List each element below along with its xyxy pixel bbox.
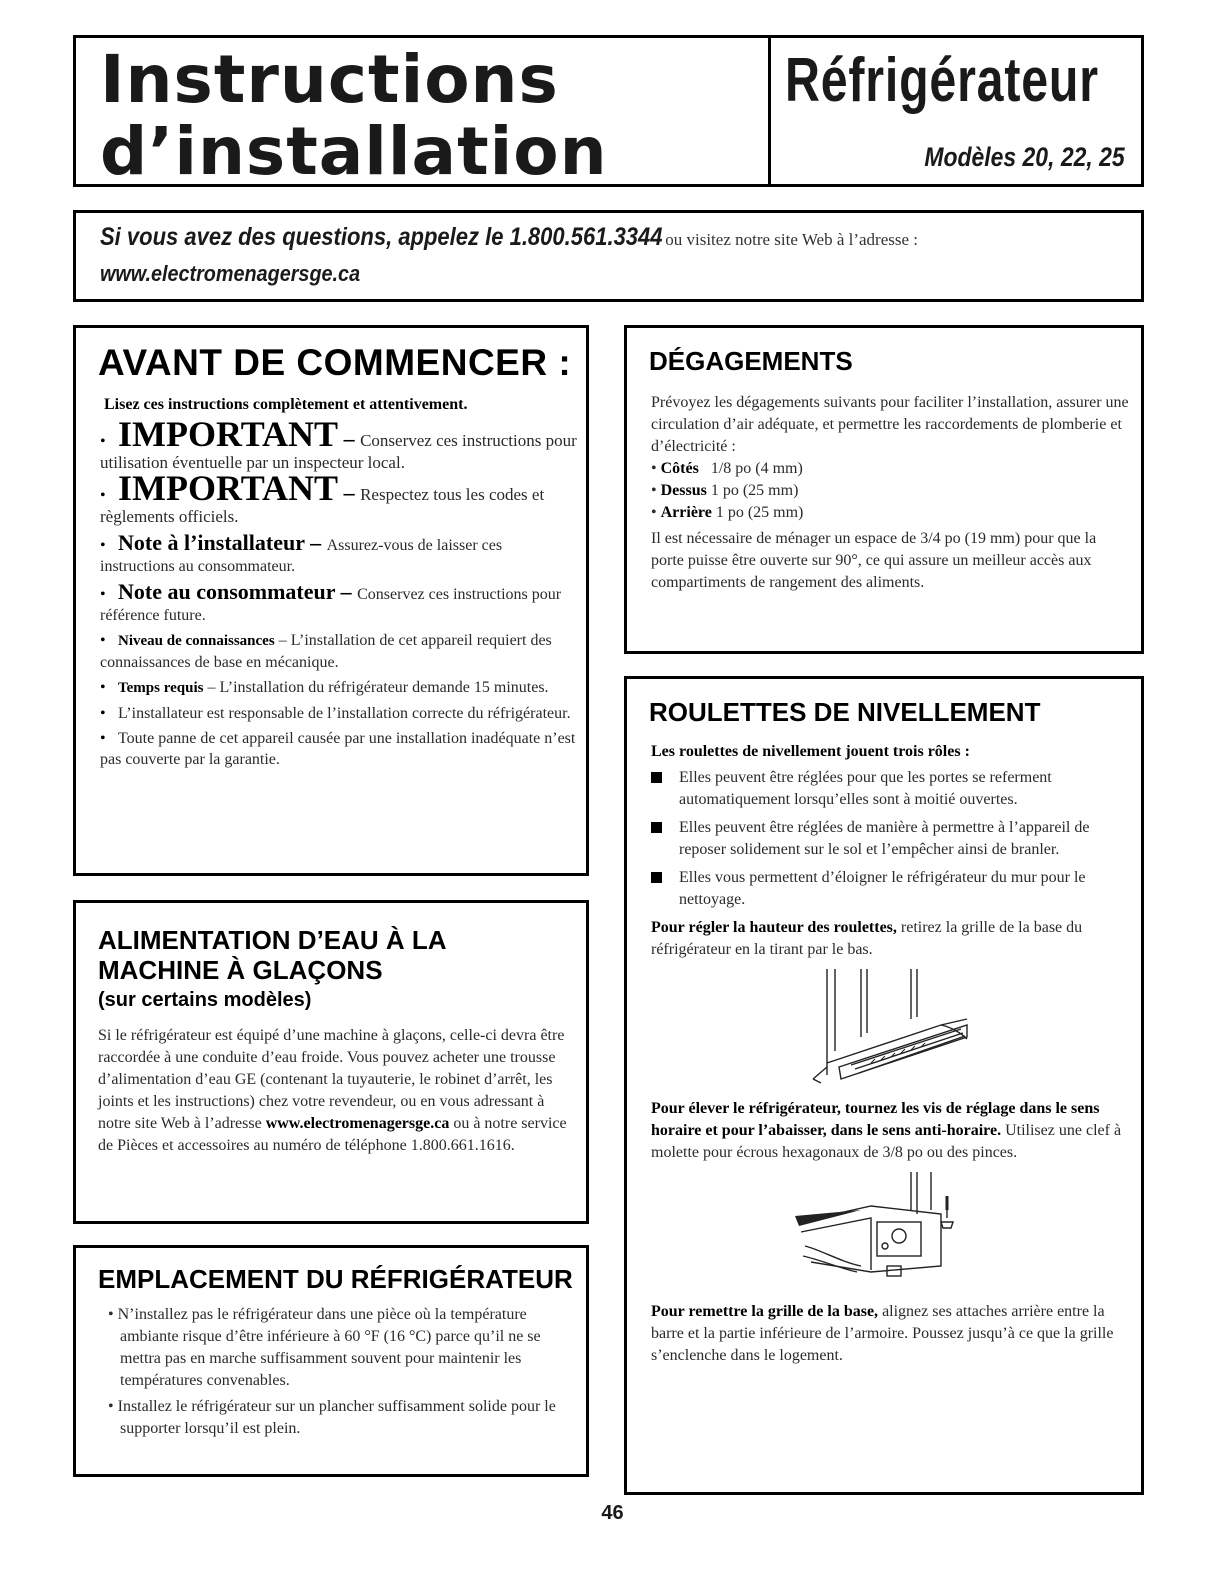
item-text: Toute panne de cet appareil causée par une installation inadéquate n’est pas couverte par la garantie. xyxy=(100,730,576,768)
adjust-text xyxy=(651,917,1131,961)
square-bullet-icon xyxy=(651,872,662,883)
section-title: AVANT DE COMMENCER : xyxy=(98,342,572,383)
item-head: IMPORTANT xyxy=(118,468,339,508)
lead-text xyxy=(651,741,1131,763)
leveling-screw-illustration xyxy=(791,1170,981,1295)
item-head: IMPORTANT xyxy=(118,414,339,454)
adjust-bold: Pour régler la hauteur des roulettes, xyxy=(651,919,897,936)
section-body xyxy=(651,741,1131,1367)
role-item xyxy=(651,817,1131,861)
item-text: L’installateur est responsable de l’installation correcte du réfrigérateur. xyxy=(118,705,571,722)
intro-text: Prévoyez les dégagements suivants pour faciliter l’installation, assurer une circulation d’air adéquate, et permettre les raccordements de plomberie et d’électricité : xyxy=(651,394,1129,455)
role-item xyxy=(651,867,1131,911)
clearance-value: 1/8 po (4 mm) xyxy=(710,460,803,477)
water-supply-section xyxy=(73,900,589,1224)
main-title xyxy=(100,41,608,190)
list-item: • Note à l’installateur – Assurez-vous de laisser ces instructions au consommateur. xyxy=(100,530,503,575)
clearance-value: 1 po (25 mm) xyxy=(715,504,804,521)
list-item: • Niveau de connaissances – L’installation de cet appareil requiert des connaissances de base en mécanique. xyxy=(100,632,552,671)
replace-bold: Pour remettre la grille de la base, xyxy=(651,1303,879,1320)
title-line-2: MACHINE À GLAÇONS xyxy=(98,955,383,985)
leveling-rollers-section xyxy=(624,676,1144,1495)
item-head: Note au consommateur xyxy=(118,579,336,604)
square-bullet-icon xyxy=(651,822,662,833)
item-text: Assurez-vous de laisser ces instructions au consommateur. xyxy=(100,537,503,575)
section-title xyxy=(98,925,447,985)
contact-rest: ou visitez notre site Web à l’adresse : xyxy=(665,230,919,249)
clearance-item: • Dessus 1 po (25 mm) xyxy=(651,482,799,499)
section-subtitle: Lisez ces instructions complètement et attentivement. xyxy=(104,396,468,413)
section-title: DÉGAGEMENTS xyxy=(649,346,853,376)
item-sep: – xyxy=(203,679,220,696)
header-title-box xyxy=(73,35,771,190)
before-you-begin-section xyxy=(73,325,589,876)
list-item: • L’installateur est responsable de l’installation correcte du réfrigérateur. xyxy=(100,705,571,722)
item-sep: – xyxy=(304,530,327,555)
item-head: Temps requis xyxy=(118,680,204,696)
item-text: Conservez ces instructions pour référence future. xyxy=(100,586,562,624)
section-body xyxy=(98,1304,578,1440)
list-item: • Temps requis – L’installation du réfrigérateur demande 15 minutes. xyxy=(100,679,549,696)
section-subtitle: (sur certains modèles) xyxy=(98,989,312,1011)
role-text: Elles peuvent être réglées de manière à permettre à l’appareil de reposer solidement sur le sol et l’empêcher ainsi de branler. xyxy=(679,819,1090,858)
models-label: Modèles 20, 22, 25 xyxy=(924,142,1125,172)
item-head: Note à l’installateur xyxy=(118,530,305,555)
clearance-label: Dessus xyxy=(660,482,707,499)
clearance-label: Arrière xyxy=(660,504,712,521)
clearance-value: 1 po (25 mm) xyxy=(710,482,799,499)
raise-rest: Utilisez une clef à molette pour écrous hexagonaux de 3/8 po ou des pinces. xyxy=(651,1122,1122,1161)
list-item: • Installez le réfrigérateur sur un plancher suffisamment solide pour le supporter lorsqu’il est plein. xyxy=(108,1398,556,1437)
role-item xyxy=(651,767,1131,811)
section-title: EMPLACEMENT DU RÉFRIGÉRATEUR xyxy=(98,1264,573,1294)
title-line-1: ALIMENTATION D’EAU À LA xyxy=(98,925,447,955)
item-sep: – xyxy=(274,632,291,649)
clearance-item: • Arrière 1 po (25 mm) xyxy=(651,504,804,521)
raise-text xyxy=(651,1098,1131,1164)
list-item: • Note au consommateur – Conservez ces instructions pour référence future. xyxy=(100,579,562,624)
clearances-section xyxy=(624,325,1144,654)
lead-bold: Les roulettes de nivellement jouent trois rôles : xyxy=(651,743,970,760)
item-text: Installez le réfrigérateur sur un plancher suffisamment solide pour le supporter lorsqu’il est plein. xyxy=(117,1398,556,1437)
item-text: Conservez ces instructions pour utilisation éventuelle par un inspecteur local. xyxy=(100,431,577,472)
item-text: L’installation du réfrigérateur demande 15 minutes. xyxy=(219,679,549,696)
header-product-box xyxy=(768,35,1144,187)
item-text: L’installation de cet appareil requiert des connaissances de base en mécanique. xyxy=(100,632,552,671)
contact-question: Si vous avez des questions, appelez le 1.800.561.3344 xyxy=(100,223,663,251)
section-title: ROULETTES DE NIVELLEMENT xyxy=(649,697,1041,727)
contact-line xyxy=(100,223,918,252)
contact-box xyxy=(73,210,1144,302)
page-number: 46 xyxy=(601,1502,624,1524)
section-body xyxy=(98,1025,578,1157)
important-list xyxy=(100,414,580,774)
body-text: Si le réfrigérateur est équipé d’une machine à glaçons, celle-ci devra être raccordée à une conduite d’eau froide. Vous pouvez acheter une trousse d’alimentation d’eau GE (contenant la tuyauterie, le robinet d’arrêt, les joints et les instructions) chez votre revendeur, ou en vous adressant à notre site Web à l’adresse xyxy=(98,1027,565,1132)
website-link[interactable]: www.electromenagersge.ca xyxy=(265,1115,450,1132)
list-item: • IMPORTANT – Respectez tous les codes et règlements officiels. xyxy=(100,468,545,526)
title-line-2: d’installation xyxy=(100,113,608,190)
product-title: Réfrigérateur xyxy=(785,46,1099,115)
note-text: Il est nécessaire de ménager un espace de 3/4 po (19 mm) pour que la porte puisse être ouverte sur 90°, ce qui assure un meilleur accès aux compartiments de rangement des aliments. xyxy=(651,530,1097,591)
list-item: • IMPORTANT – Conservez ces instructions pour utilisation éventuelle par un inspecteur local. xyxy=(100,414,577,472)
replace-rest: alignez ses attaches arrière entre la barre et la partie inférieure de l’armoire. Poussez jusqu’à ce que la grille s’enclenche dans le logement. xyxy=(651,1303,1114,1364)
item-sep: – xyxy=(335,579,358,604)
body-text-2: ou à notre service de Pièces et accessoires au numéro de téléphone 1.800.661.1616. xyxy=(98,1115,567,1154)
clearance-label: Côtés xyxy=(660,460,699,477)
item-text: Respectez tous les codes et règlements officiels. xyxy=(100,485,545,526)
location-section xyxy=(73,1245,589,1477)
item-head: Niveau de connaissances xyxy=(118,633,275,649)
item-sep: – xyxy=(338,480,361,505)
item-sep: – xyxy=(338,426,361,451)
item-text: N’installez pas le réfrigérateur dans une pièce où la température ambiante risque d’être inférieure à 60 °F (16 °C) parce qu’il ne se mettra pas en marche suffisamment souvent pour maintenir les températures convenables. xyxy=(117,1306,541,1389)
role-text: Elles vous permettent d’éloigner le réfrigérateur du mur pour le nettoyage. xyxy=(679,869,1086,908)
role-text: Elles peuvent être réglées pour que les portes se referment automatiquement lorsqu’elles sont à moitié ouvertes. xyxy=(679,769,1052,808)
raise-bold: Pour élever le réfrigérateur, tournez les vis de réglage dans le sens horaire et pour l’abaisser, dans le sens anti-horaire. xyxy=(651,1100,1100,1139)
base-grille-illustration xyxy=(791,967,981,1092)
list-item: • N’installez pas le réfrigérateur dans une pièce où la température ambiante risque d’être inférieure à 60 °F (16 °C) parce qu’il ne se mettra pas en marche suffisamment souvent pour maintenir les températures convenables. xyxy=(108,1306,541,1389)
section-body xyxy=(651,392,1131,594)
clearance-item: • Côtés 1/8 po (4 mm) xyxy=(651,460,803,477)
list-item: • Toute panne de cet appareil causée par une installation inadéquate n’est pas couverte par la garantie. xyxy=(100,730,576,768)
adjust-rest: retirez la grille de la base du réfrigérateur en la tirant par le bas. xyxy=(651,919,1083,958)
square-bullet-icon xyxy=(651,772,662,783)
contact-url-link[interactable]: www.electromenagersge.ca xyxy=(100,261,361,286)
replace-text xyxy=(651,1301,1131,1367)
title-line-1: Instructions xyxy=(100,41,559,118)
